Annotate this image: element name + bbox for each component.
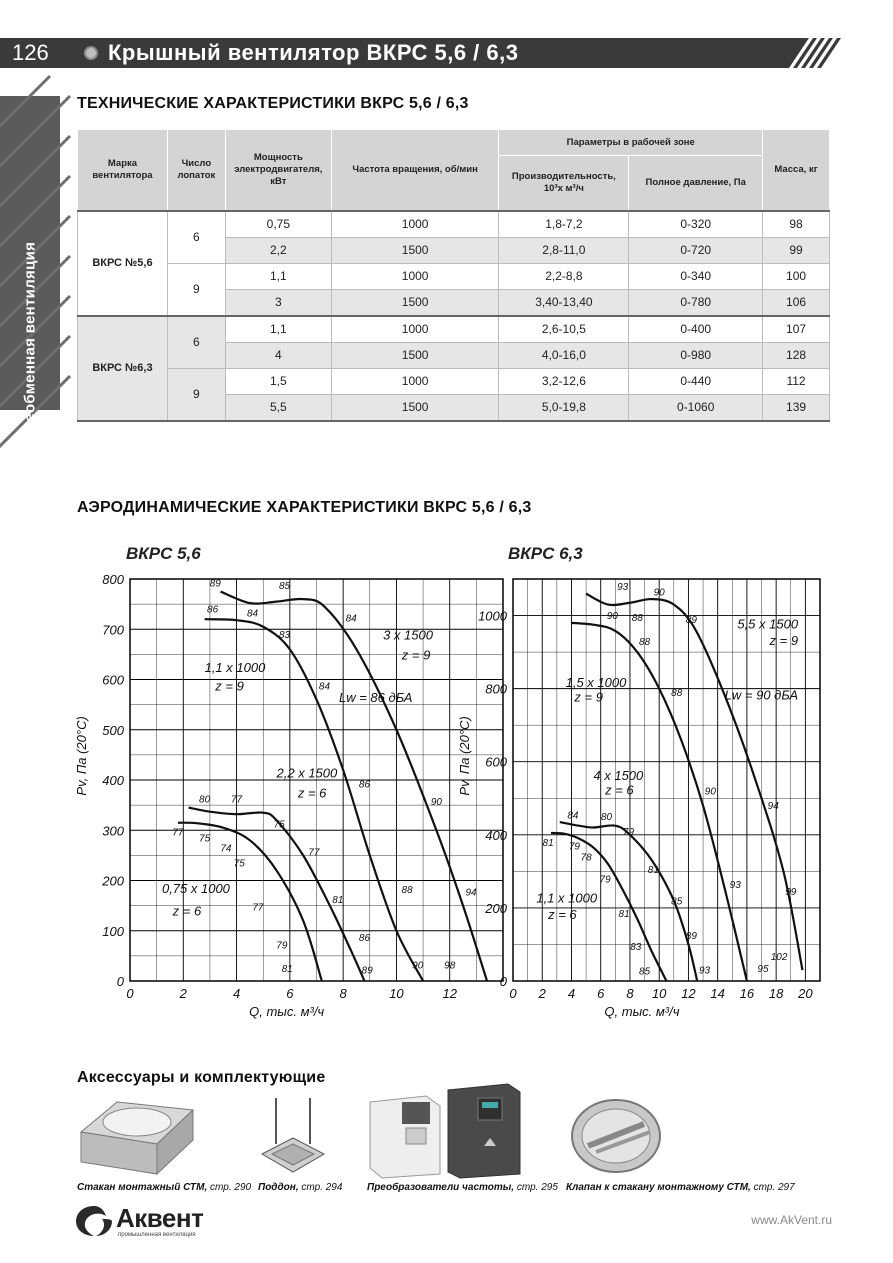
- speed-cell: 1500: [331, 289, 499, 316]
- capacity-cell: 4,0-16,0: [499, 342, 629, 368]
- blades-cell: 6: [167, 211, 225, 264]
- noise-level-label: 88: [401, 885, 413, 897]
- x-tick-label: 10: [651, 986, 667, 1001]
- x-tick-label: 20: [798, 986, 813, 1001]
- noise-level-label: 77: [172, 827, 184, 839]
- x-tick-label: 0: [509, 986, 517, 1001]
- accessory-page-link[interactable]: стр. 294: [301, 1182, 343, 1193]
- chart-annotation: Lw = 90 дБА: [724, 687, 799, 703]
- speed-cell: 1000: [331, 368, 499, 394]
- x-tick-label: 12: [681, 986, 696, 1001]
- y-tick-label: 100: [102, 923, 124, 939]
- y-tick-label: 600: [485, 754, 507, 770]
- x-tick-label: 4: [567, 986, 576, 1001]
- noise-level-label: 90: [430, 797, 442, 809]
- tech-section-title: ТЕХНИЧЕСКИЕ ХАРАКТЕРИСТИКИ ВКРС 5,6 / 6,3: [77, 95, 469, 112]
- mass-cell: 112: [763, 368, 830, 394]
- curve-label: 3 x 1500: [383, 627, 433, 643]
- noise-level-label: 74: [220, 843, 232, 855]
- table-row: [78, 211, 830, 238]
- noise-level-label: 86: [358, 779, 371, 791]
- noise-level-label: 85: [671, 896, 683, 908]
- power-cell: 1,1: [225, 316, 331, 343]
- mass-cell: 98: [763, 211, 830, 238]
- noise-level-label: 80: [600, 812, 613, 824]
- curve-label: 1,1 x 1000: [204, 659, 266, 675]
- x-tick-label: 2: [538, 986, 546, 1001]
- accessory-caption: [258, 1182, 342, 1193]
- noise-level-label: 93: [698, 965, 711, 977]
- mass-cell: 139: [763, 394, 830, 421]
- noise-level-label: 90: [704, 786, 716, 798]
- brand-tagline: промышленная вентиляция: [118, 1232, 196, 1238]
- curve-label: z = 9: [215, 678, 244, 694]
- speed-cell: 1500: [331, 342, 499, 368]
- noise-level-label: 88: [631, 613, 643, 625]
- noise-level-label: 93: [617, 581, 629, 593]
- pressure-cell: 0-780: [629, 289, 763, 316]
- mass-cell: 99: [763, 237, 830, 263]
- noise-level-label: 85: [278, 581, 291, 593]
- capacity-cell: 2,8-11,0: [499, 237, 629, 263]
- noise-level-label: 90: [653, 587, 665, 599]
- chart-annotation: Lw = 86 дБА: [339, 690, 413, 706]
- noise-level-label: 80: [199, 794, 211, 806]
- noise-level-label: 98: [444, 960, 456, 972]
- noise-level-label: 79: [276, 940, 288, 952]
- y-tick-label: 600: [102, 672, 124, 688]
- y-tick-label: 0: [116, 974, 124, 989]
- x-tick-label: 16: [739, 986, 755, 1001]
- capacity-cell: 3,40-13,40: [499, 289, 629, 316]
- side-section-tab: [0, 96, 60, 457]
- noise-level-label: 77: [308, 847, 320, 859]
- noise-level-label: 75: [233, 858, 245, 870]
- noise-level-label: 84: [567, 810, 579, 822]
- header-blades: Число лопаток: [167, 130, 225, 211]
- blades-cell: 9: [167, 263, 225, 316]
- power-cell: 0,75: [225, 211, 331, 238]
- tech-spec-table: [77, 129, 830, 422]
- noise-level-label: 79: [568, 841, 580, 853]
- page-number: 126: [12, 40, 49, 65]
- accessory-name: Клапан к стакану монтажному СТМ,: [566, 1182, 751, 1193]
- pressure-cell: 0-400: [629, 316, 763, 343]
- y-tick-label: 400: [485, 827, 507, 843]
- table-row: [78, 368, 830, 394]
- power-cell: 3: [225, 289, 331, 316]
- fan-curve: [221, 592, 487, 981]
- noise-level-label: 85: [639, 966, 651, 978]
- header-capacity: Производительность, 10³х м³/ч: [499, 156, 629, 211]
- y-tick-label: 700: [102, 622, 124, 638]
- x-axis-label: Q, тыс. м³/ч: [604, 1004, 680, 1019]
- noise-level-label: 88: [639, 636, 651, 648]
- noise-level-label: 86: [358, 932, 371, 944]
- pressure-cell: 0-720: [629, 237, 763, 263]
- capacity-cell: 2,6-10,5: [499, 316, 629, 343]
- header-brand: Марка вентилятора: [78, 130, 168, 211]
- fan-curve: [178, 823, 322, 981]
- noise-level-label: 81: [542, 837, 554, 849]
- y-tick-label: 0: [499, 974, 507, 989]
- noise-level-label: 79: [622, 826, 635, 838]
- curve-label: 2,2 x 1500: [276, 765, 338, 781]
- accessory-caption: [77, 1182, 251, 1193]
- noise-level-label: 79: [599, 874, 611, 886]
- curve-label: z = 6: [548, 906, 577, 922]
- y-tick-label: 500: [102, 722, 124, 738]
- blades-cell: 6: [167, 316, 225, 369]
- header-pressure: Полное давление, Па: [629, 156, 763, 211]
- capacity-cell: 3,2-12,6: [499, 368, 629, 394]
- header-speed: Частота вращения, об/мин: [331, 130, 499, 211]
- x-tick-label: 8: [339, 986, 347, 1001]
- y-tick-label: 400: [102, 773, 124, 788]
- speed-cell: 1500: [331, 237, 499, 263]
- noise-level-label: 94: [767, 801, 779, 813]
- pressure-cell: 0-340: [629, 263, 763, 289]
- pressure-cell: 0-1060: [629, 394, 763, 421]
- table-row: [78, 263, 830, 289]
- pressure-cell: 0-440: [629, 368, 763, 394]
- tray-image: [258, 1094, 328, 1178]
- frequency-converters-image: [366, 1082, 526, 1180]
- accessory-page-link[interactable]: стр. 297: [753, 1182, 795, 1193]
- chart-vkrs-5-6: [60, 560, 477, 1030]
- mounting-box-image: [77, 1092, 197, 1180]
- noise-level-label: 81: [281, 963, 293, 975]
- y-tick-label: 300: [102, 823, 124, 839]
- speed-cell: 1500: [331, 394, 499, 421]
- noise-level-label: 95: [757, 963, 769, 975]
- curve-label: 1,1 x 1000: [536, 890, 598, 906]
- header-zone: Параметры в рабочей зоне: [499, 130, 763, 156]
- power-cell: 5,5: [225, 394, 331, 421]
- noise-level-label: 81: [647, 865, 659, 877]
- y-axis-label: Pv, Па (20°C): [457, 716, 472, 796]
- blades-cell: 9: [167, 368, 225, 421]
- pressure-cell: 0-320: [629, 211, 763, 238]
- noise-level-label: 90: [606, 611, 618, 623]
- noise-level-label: 102: [770, 951, 788, 963]
- noise-level-label: 84: [345, 613, 357, 625]
- valve-image: [566, 1094, 666, 1178]
- mass-cell: 128: [763, 342, 830, 368]
- page-title: Крышный вентилятор ВКРС 5,6 / 6,3: [108, 40, 519, 65]
- x-axis-label: Q, тыс. м³/ч: [249, 1004, 325, 1019]
- table-row: [78, 316, 830, 343]
- y-tick-label: 800: [485, 681, 507, 697]
- noise-level-label: 89: [685, 614, 697, 626]
- akvent-logo-icon: [74, 1204, 114, 1238]
- pressure-cell: 0-980: [629, 342, 763, 368]
- curve-label: z = 9: [769, 632, 799, 648]
- fan-bullet-icon: [84, 46, 98, 60]
- noise-level-label: 83: [278, 629, 291, 641]
- x-tick-label: 0: [126, 986, 134, 1001]
- aero-section-title: АЭРОДИНАМИЧЕСКИЕ ХАРАКТЕРИСТИКИ ВКРС 5,6 / 6,3: [77, 499, 532, 516]
- accessory-name: Преобразователи частоты,: [367, 1182, 515, 1193]
- noise-level-label: 89: [685, 930, 697, 942]
- curve-label: z = 9: [574, 689, 603, 705]
- x-tick-label: 10: [389, 986, 404, 1001]
- noise-level-label: 75: [273, 819, 285, 831]
- x-tick-label: 18: [768, 986, 784, 1001]
- chart-title-5-6: ВКРС 5,6: [126, 544, 201, 563]
- header-stripes: [787, 38, 847, 68]
- power-cell: 2,2: [225, 237, 331, 263]
- noise-level-label: 83: [630, 941, 642, 953]
- noise-level-label: 88: [671, 687, 683, 699]
- mass-cell: 107: [763, 316, 830, 343]
- y-tick-label: 200: [102, 873, 124, 889]
- noise-level-label: 84: [318, 681, 331, 693]
- website-link[interactable]: www.AkVent.ru: [751, 1213, 832, 1227]
- curve-label: z = 6: [297, 785, 327, 801]
- mass-cell: 106: [763, 289, 830, 316]
- x-tick-label: 4: [232, 986, 241, 1001]
- x-tick-label: 6: [597, 986, 605, 1001]
- x-tick-label: 14: [710, 986, 725, 1001]
- noise-level-label: 90: [412, 960, 424, 972]
- noise-level-label: 81: [332, 895, 344, 907]
- capacity-cell: 5,0-19,8: [499, 394, 629, 421]
- mass-cell: 100: [763, 263, 830, 289]
- accessory-page-link[interactable]: стр. 295: [516, 1182, 558, 1193]
- noise-level-label: 84: [246, 608, 259, 620]
- speed-cell: 1000: [331, 263, 499, 289]
- curve-label: z = 6: [172, 903, 202, 919]
- noise-level-label: 99: [785, 887, 797, 899]
- noise-level-label: 81: [618, 909, 630, 921]
- noise-level-label: 89: [209, 578, 221, 590]
- x-tick-label: 6: [286, 986, 294, 1001]
- capacity-cell: 1,8-7,2: [499, 211, 629, 238]
- accessory-caption: [566, 1182, 795, 1193]
- curve-label: 4 x 1500: [593, 768, 644, 783]
- y-axis-label: Pv, Па (20°C): [74, 716, 89, 796]
- speed-cell: 1000: [331, 316, 499, 343]
- curve-label: 1,5 x 1000: [565, 674, 627, 690]
- noise-level-label: 75: [199, 833, 211, 845]
- x-tick-label: 8: [626, 986, 634, 1001]
- chart-vkrs-6-3: [455, 560, 835, 1030]
- capacity-cell: 2,2-8,8: [499, 263, 629, 289]
- noise-level-label: 94: [465, 887, 477, 899]
- accessory-page-link[interactable]: стр. 290: [210, 1182, 252, 1193]
- x-tick-label: 12: [442, 986, 457, 1001]
- power-cell: 1,5: [225, 368, 331, 394]
- accessory-caption: [367, 1182, 558, 1193]
- accessory-name: Стакан монтажный СТМ,: [77, 1182, 208, 1193]
- noise-level-label: 86: [207, 604, 219, 616]
- chart-title-6-3: ВКРС 6,3: [508, 544, 583, 563]
- noise-level-label: 89: [361, 965, 373, 977]
- brand-name: Аквент: [116, 1203, 204, 1233]
- accessory-name: Поддон,: [258, 1182, 299, 1193]
- model-name: ВКРС №5,6: [78, 211, 168, 316]
- header-power: Мощность электродвигателя, кВт: [225, 130, 331, 211]
- curve-label: 0,75 x 1000: [161, 881, 230, 897]
- speed-cell: 1000: [331, 211, 499, 238]
- chart-annotation: 5,5 x 1500: [737, 616, 799, 632]
- noise-level-label: 78: [580, 852, 592, 864]
- power-cell: 1,1: [225, 263, 331, 289]
- power-cell: 4: [225, 342, 331, 368]
- side-section-label: Общеобменная вентиляция: [21, 241, 39, 457]
- y-tick-label: 1000: [478, 608, 507, 624]
- model-name: ВКРС №6,3: [78, 316, 168, 421]
- accessories-title: Аксессуары и комплектующие: [77, 1069, 326, 1086]
- noise-level-label: 77: [252, 902, 264, 914]
- header-mass: Масса, кг: [763, 130, 830, 211]
- x-tick-label: 2: [179, 986, 187, 1001]
- noise-level-label: 93: [729, 879, 741, 891]
- noise-level-label: 77: [231, 794, 243, 806]
- y-tick-label: 200: [485, 900, 507, 916]
- y-tick-label: 800: [102, 572, 124, 587]
- curve-label: z = 6: [605, 782, 634, 798]
- curve-label: z = 9: [401, 647, 431, 663]
